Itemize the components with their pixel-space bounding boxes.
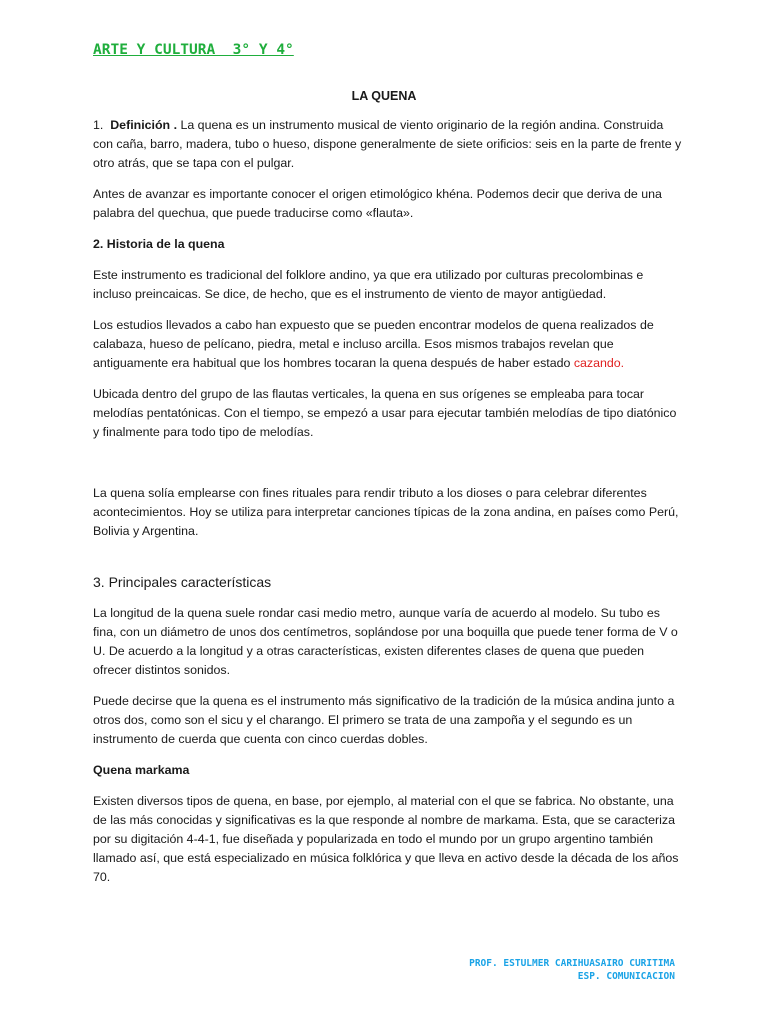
author-name: PROF. ESTULMER CARIHUASAIRO CURITIMA — [469, 958, 675, 969]
etymology-paragraph: Antes de avanzar es importante conocer el origen etimológico khéna. Podemos decir que deriva de una palabra del quechua, que puede traducirse como «flauta». — [93, 187, 662, 220]
blank-line — [93, 454, 683, 484]
blank-line — [93, 553, 683, 573]
history-paragraph-2-text: Los estudios llevados a cabo han expuesto que se pueden encontrar modelos de quena realizados de calabaza, hueso de pelícano, piedra, metal e incluso arcilla. Esos mismos trabajos revelan que antiguamente era habitual que los hombres tocaran la quena después de haber estado — [93, 318, 654, 370]
page-title: LA QUENA — [351, 89, 417, 103]
document-body — [93, 116, 683, 899]
definition-text: La quena es un instrumento musical de viento originario de la región andina. Construida con caña, barro, madera, tubo o hueso, dispone generalmente de siete orificios: seis en la parte de frente y otro atrás, que se tapa con el pulgar. — [93, 118, 682, 170]
markama-paragraph: Existen diversos tipos de quena, en base, por ejemplo, al material con el que se fabrica. No obstante, una de las más conocidas y significativas es la que responde al nombre de markama. Esta, que se caracteriza por su digitación 4-4-1, fue diseñada y popularizada en todo el mundo por un grupo argentino también llamado así, que está especializado en música folklórica y que lleva en activo desde la década de los años 70. — [93, 794, 679, 884]
history-paragraph-3: Ubicada dentro del grupo de las flautas verticales, la quena en sus orígenes se empleaba para tocar melodías pentatónicas. Con el tiempo, se empezó a usar para ejecutar también melodías de tipo diatónico y finalmente para todo tipo de melodías. — [93, 387, 677, 439]
history-paragraph-1: Este instrumento es tradicional del folklore andino, ya que era utilizado por culturas precolombinas e incluso preincaicas. Se dice, de hecho, que es el instrumento de viento de mayor antigüedad. — [93, 268, 644, 301]
highlighted-word: cazando. — [573, 356, 625, 370]
author-specialty: ESP. COMUNICACION — [577, 971, 675, 982]
history-paragraph-2 — [93, 316, 683, 373]
definition-label: Definición . — [110, 118, 178, 132]
history-paragraph-4: La quena solía emplearse con fines rituales para rendir tributo a los dioses o para celebrar diferentes acontecimientos. Hoy se utiliza para interpretar canciones típicas de la zona andina, en países como Perú, Bolivia y Argentina. — [93, 486, 679, 538]
characteristics-paragraph-1: La longitud de la quena suele rondar casi medio metro, aunque varía de acuerdo al modelo. Su tubo es fina, con un diámetro de unos dos centímetros, soplándose por una boquilla que puede tener forma de V o U. De acuerdo a la longitud y a otras características, existen diferentes clases de quena que pueden ofrecer distintos sonidos. — [93, 606, 678, 677]
author-footer — [469, 957, 675, 983]
characteristics-heading: 3. Principales características — [93, 574, 272, 590]
course-title: ARTE Y CULTURA 3° Y 4° — [93, 42, 294, 58]
definition-paragraph — [93, 116, 683, 173]
characteristics-paragraph-2: Puede decirse que la quena es el instrumento más significativo de la tradición de la música andina junto a otros dos, como son el sicu y el charango. El primero se trata de una zampoña y el segundo es un instrumento de cuerda que cuenta con cinco cuerdas dobles. — [93, 694, 675, 746]
markama-heading: Quena markama — [93, 763, 190, 777]
section-number: 1. — [93, 118, 104, 132]
history-heading: 2. Historia de la quena — [93, 237, 225, 251]
